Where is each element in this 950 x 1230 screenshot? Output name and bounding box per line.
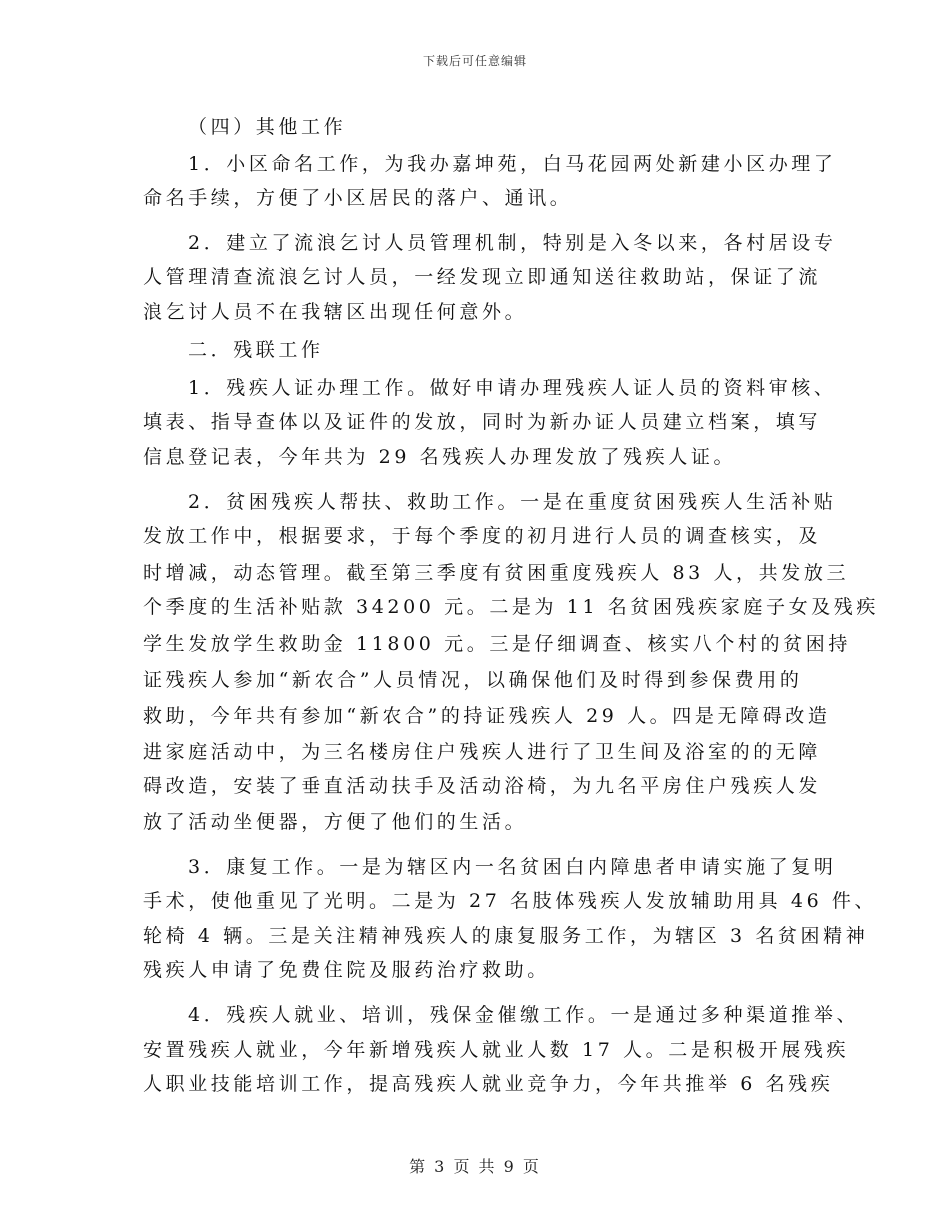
paragraph-line: 信息登记表，今年共为 29 名残疾人办理发放了残疾人证。 xyxy=(143,446,737,468)
paragraph-line: 手术，使他重见了光明。二是为 27 名肢体残疾人发放辅助用具 46 件、 xyxy=(143,890,878,912)
paragraph-line: 时增减，动态管理。截至第三季度有贫困重度残疾人 83 人，共发放三 xyxy=(143,562,850,584)
paragraph-line: 轮椅 4 辆。三是关注精神残疾人的康复服务工作，为辖区 3 名贫困精神 xyxy=(143,925,869,947)
paragraph-line: 2．贫困残疾人帮扶、救助工作。一是在重度贫困残疾人生活补贴 xyxy=(188,491,837,513)
paragraph-line: 3．康复工作。一是为辖区内一名贫困白内障患者申请实施了复明 xyxy=(188,856,837,878)
paragraph-line: 1．小区命名工作，为我办嘉坤苑，白马花园两处新建小区办理了 xyxy=(188,153,837,175)
section-heading-other-work: （四）其他工作 xyxy=(188,116,347,138)
page-number-footer: 第 3 页 共 9 页 xyxy=(409,1157,541,1176)
paragraph-line: 浪乞讨人员不在我辖区出现任何意外。 xyxy=(143,301,528,323)
paragraph-line: 发放工作中，根据要求，于每个季度的初月进行人员的调查核实，及 xyxy=(143,525,822,547)
paragraph-line: 学生发放学生救助金 11800 元。三是仔细调查、核实八个村的贫困持 xyxy=(143,633,851,655)
section-heading-disability-federation: 二．残联工作 xyxy=(188,339,324,361)
paragraph-line: 4．残疾人就业、培训，残保金催缴工作。一是通过多种渠道推举、 xyxy=(188,1004,860,1026)
paragraph-line: 残疾人申请了免费住院及服药治疗救助。 xyxy=(143,959,550,981)
paragraph-line: 证残疾人参加“新农合”人员情况，以确保他们及时得到参保费用的 xyxy=(143,669,803,691)
page-header: 下载后可任意编辑 xyxy=(422,54,527,68)
paragraph-line: 进家庭活动中，为三名楼房住户残疾人进行了卫生间及浴室的的无障 xyxy=(143,741,822,763)
paragraph-line: 1．残疾人证办理工作。做好申请办理残疾人证人员的资料审核、 xyxy=(188,377,837,399)
paragraph-line: 2．建立了流浪乞讨人员管理机制，特别是入冬以来，各村居设专 xyxy=(188,232,837,254)
paragraph-line: 人职业技能培训工作，提高残疾人就业竞争力，今年共推举 6 名残疾 xyxy=(143,1073,834,1095)
paragraph-line: 人管理清查流浪乞讨人员，一经发现立即通知送往救助站，保证了流 xyxy=(143,266,822,288)
paragraph-line: 填表、指导查体以及证件的发放，同时为新办证人员建立档案，填写 xyxy=(143,411,822,433)
paragraph-line: 个季度的生活补贴款 34200 元。二是为 11 名贫困残疾家庭子女及残疾 xyxy=(143,596,879,618)
paragraph-line: 放了活动坐便器，方便了他们的生活。 xyxy=(143,811,528,833)
paragraph-line: 安置残疾人就业，今年新增残疾人就业人数 17 人。二是积极开展残疾 xyxy=(143,1039,850,1061)
paragraph-line: 命名手续，方便了小区居民的落户、通讯。 xyxy=(143,187,573,209)
paragraph-line: 救助，今年共有参加“新农合”的持证残疾人 29 人。四是无障碍改造 xyxy=(143,705,831,727)
paragraph-line: 碍改造，安装了垂直活动扶手及活动浴椅，为九名平房住户残疾人发 xyxy=(143,775,822,797)
